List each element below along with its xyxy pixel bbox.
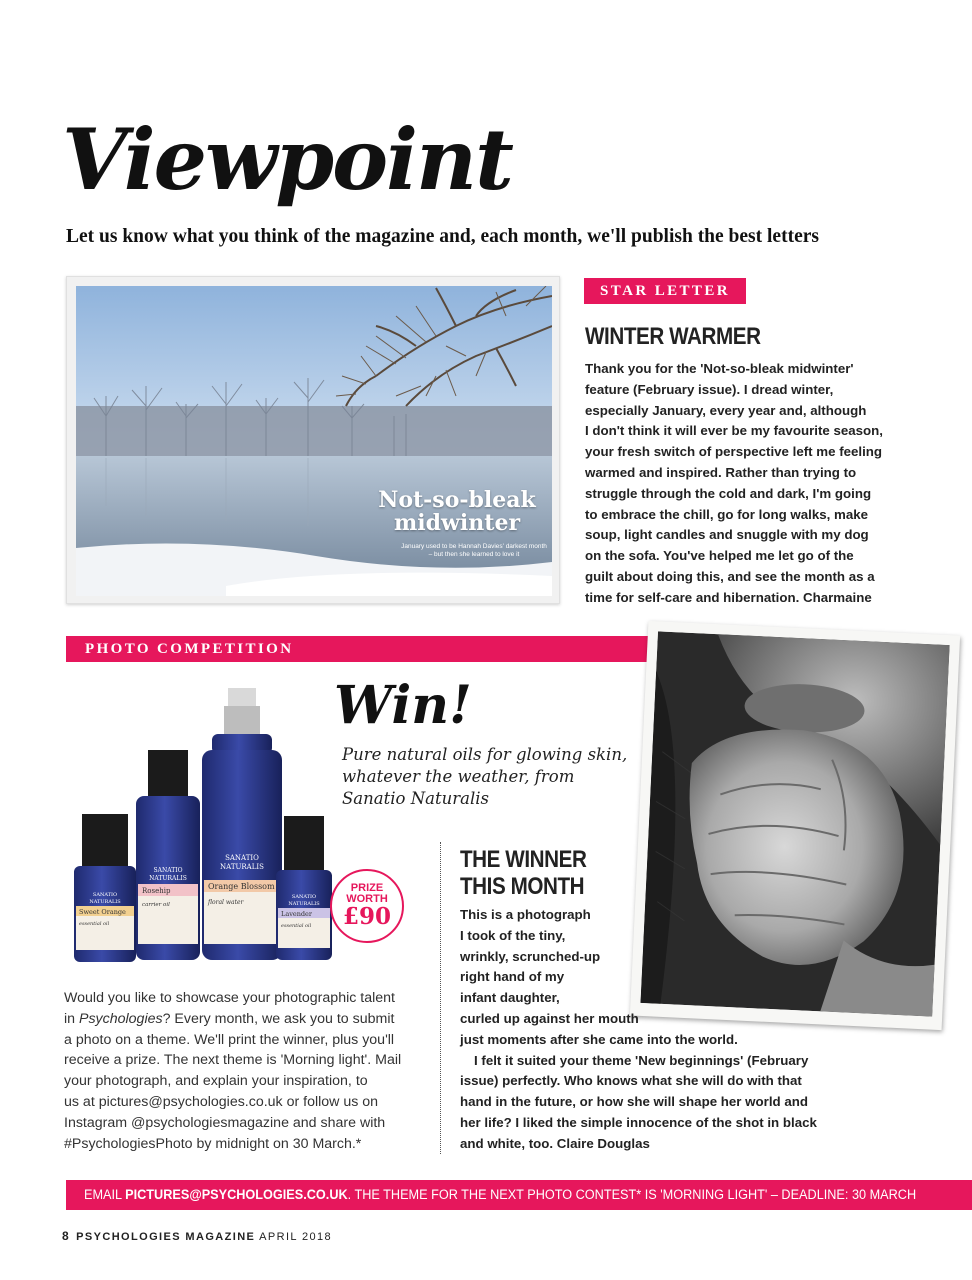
rh-type: carrier oil (142, 902, 170, 908)
winner-line: issue) perfectly. Who knows what she will do with that (460, 1073, 802, 1089)
lv-name: Lavender (281, 910, 313, 918)
comp-line: #PsychologiesPhoto by midnight on 30 March.* (64, 1135, 362, 1152)
winner-line: curled up against her mouth (460, 1010, 639, 1026)
folio-magazine: PSYCHOLOGIES MAGAZINE (76, 1231, 256, 1243)
so-name: Sweet Orange (79, 908, 126, 916)
page-number: 8 (62, 1229, 69, 1243)
letter-line: warmed and inspired. Rather than trying to (585, 464, 857, 480)
ob-brand-1: SANATIO (225, 854, 259, 862)
feature-headline (367, 489, 547, 535)
win-subtitle (342, 744, 627, 810)
winner-body (460, 905, 840, 1155)
ob-name: Orange Blossom (208, 882, 275, 891)
letter-line: guilt about doing this, and see the month as a (585, 568, 875, 584)
lv-type: essential oil (281, 923, 312, 929)
prize-label-2: WORTH (346, 893, 388, 905)
feature-caption: January used to be Hannah Davies' darkest month – but then she learned to love it (401, 543, 547, 559)
letter-line: your fresh switch of perspective left me feeling (585, 444, 883, 460)
letter-line: feature (February issue). I dread winter, (585, 381, 834, 397)
footer-email-link[interactable]: PICTURES@PSYCHOLOGIES.CO.UK (125, 1187, 348, 1202)
winner-headline-2: THIS MONTH (460, 873, 585, 900)
win-sub-line: whatever the weather, from (342, 767, 575, 786)
rh-name: Rosehip (142, 887, 171, 895)
winner-line: infant daughter, (460, 990, 560, 1006)
comp-l2-post: ? Every month, we ask you to submit (162, 1010, 395, 1027)
feature-headline-line1: Not-so-bleak (378, 487, 536, 513)
footer-cta-band (66, 1180, 972, 1210)
winner-line: hand in the future, or how she will shape her world and (460, 1094, 808, 1110)
winner-final-text: and white, too. (460, 1135, 554, 1151)
winner-line: her life? I liked the simple innocence of the shot in black (460, 1114, 817, 1130)
prize-badge (330, 869, 404, 943)
prize-amount: £90 (342, 903, 391, 930)
winner-line: This is a photograph (460, 907, 591, 922)
column-divider (440, 842, 441, 1154)
comp-line: receive a prize. The next theme is 'Morning light'. Mail (64, 1052, 402, 1069)
win-title: Win! (334, 675, 472, 736)
letter-line: Thank you for the 'Not-so-bleak midwinter' (585, 361, 854, 376)
letter-line: especially January, every year and, although (585, 402, 867, 418)
winner-line: right hand of my (460, 969, 565, 985)
comp-line: your photograph, and explain your inspiration, to (64, 1073, 368, 1090)
bottle-sweet-orange (74, 814, 136, 962)
letter-line: I don't think it will ever be my favourite season, (585, 423, 883, 439)
letter-line: on the sofa. You've helped me let go of the (585, 548, 854, 564)
winner-headline (460, 846, 586, 900)
footer-rest: . THE THEME FOR THE NEXT PHOTO CONTEST* IS 'MORNING LIGHT' – DEADLINE: 30 MARCH (347, 1187, 917, 1202)
letter-line: soup, light candles and snuggle with my dog (585, 527, 869, 543)
win-sub-line: Sanatio Naturalis (342, 789, 489, 808)
winner-line: I felt it suited your theme 'New beginnings' (February (474, 1052, 809, 1068)
star-letter-body (585, 359, 895, 609)
feature-spread-image (66, 276, 560, 604)
ob-brand-2: NATURALIS (220, 863, 264, 871)
bottle-lavender (276, 816, 332, 960)
folio (62, 1229, 332, 1243)
prize-label-1: PRIZE (350, 882, 384, 894)
letter-last-line (585, 588, 895, 609)
so-brand-2: NATURALIS (89, 899, 121, 905)
comp-line: Instagram @psychologiesmagazine and share with (64, 1114, 386, 1131)
letter-line: to embrace the chill, go for long walks, make (585, 506, 869, 522)
folio-issue: APRIL 2018 (259, 1231, 333, 1243)
comp-line (64, 1009, 434, 1030)
competition-body (64, 988, 434, 1154)
winner-line: wrinkly, scrunched-up (460, 948, 601, 964)
winner-headline-1: THE WINNER (460, 846, 587, 873)
star-letter-headline: WINTER WARMER (585, 323, 761, 350)
lv-brand-1: SANATIO (291, 894, 317, 900)
rh-brand-1: SANATIO (153, 867, 183, 874)
magazine-name: Psychologies (78, 1010, 163, 1027)
page-title: Viewpoint (62, 110, 512, 209)
win-sub-line: Pure natural oils for glowing skin, (342, 745, 628, 764)
so-type: essential oil (79, 921, 110, 927)
comp-line: a photo on a theme. We'll print the winner, plus you'll (64, 1031, 395, 1048)
winner-line: I took of the tiny, (460, 927, 566, 943)
winner-signature: Claire Douglas (556, 1135, 650, 1151)
comp-line: Would you like to showcase your photographic talent (64, 990, 395, 1006)
letter-line: struggle through the cold and dark, I'm going (585, 485, 872, 501)
bottle-rosehip (136, 750, 200, 960)
rh-brand-2: NATURALIS (149, 875, 187, 882)
lv-brand-2: NATURALIS (288, 901, 320, 907)
feature-headline-line2: midwinter (393, 510, 521, 537)
standfirst: Let us know what you think of the magazine and, each month, we'll publish the best letters (66, 226, 819, 247)
so-brand-1: SANATIO (92, 892, 118, 898)
letter-last-text: time for self-care and hibernation. (585, 589, 800, 605)
comp-line: us at pictures@psychologies.co.uk or follow us on (64, 1093, 379, 1110)
bottle-orange-blossom (202, 688, 282, 960)
footer-email-label: EMAIL (84, 1187, 122, 1202)
star-letter-tag: STAR LETTER (584, 278, 746, 304)
star-letter-signature: Charmaine (802, 589, 872, 605)
comp-l2-pre: in (64, 1010, 79, 1027)
winner-final-line (460, 1134, 840, 1155)
photo-competition-bar: PHOTO COMPETITION (66, 636, 880, 662)
ob-type: floral water (208, 899, 244, 906)
winner-line: just moments after she came into the world. (460, 1031, 738, 1047)
